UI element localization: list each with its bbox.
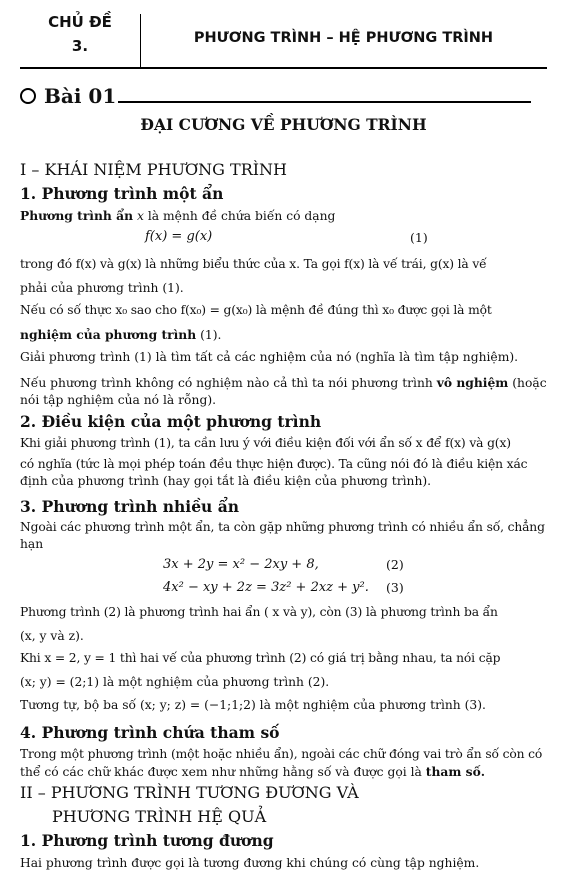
paragraph-condition-line3: định của phương trình (hay gọi tắt là điều kiện của phương trình). xyxy=(20,474,432,488)
lesson-label xyxy=(20,84,116,108)
section-2-subsection-1-heading: 1. Phương trình tương đương xyxy=(20,831,274,850)
lesson-title: ĐẠI CƯƠNG VỀ PHƯƠNG TRÌNH xyxy=(140,115,427,134)
definition-line xyxy=(20,207,335,225)
no-solution-post: (hoặc xyxy=(512,376,547,390)
equation-3: 4x² − xy + 2z = 3z² + 2xz + y². xyxy=(163,580,369,595)
circle-bullet-icon xyxy=(20,88,36,104)
section-1-heading: I – KHÁI NIỆM PHƯƠNG TRÌNH xyxy=(20,160,288,179)
paragraph-parameter-line1: Trong một phương trình (một hoặc nhiều ẩn), ngoài các chữ đóng vai trò ẩn số còn có xyxy=(20,747,543,761)
topic-title: PHƯƠNG TRÌNH – HỆ PHƯƠNG TRÌNH xyxy=(193,30,494,46)
equation-1-number: (1) xyxy=(410,230,428,245)
solution-end: (1). xyxy=(200,328,222,342)
paragraph-vars xyxy=(20,604,547,645)
subsection-1-heading: 1. Phương trình một ẩn xyxy=(20,184,224,203)
no-solution-term: vô nghiệm xyxy=(436,375,509,390)
section-2-heading-line2: PHƯƠNG TRÌNH HỆ QUẢ xyxy=(52,807,267,826)
paragraph-lhs-rhs xyxy=(20,256,547,297)
paragraph-pair-line2: (x; y) = (2;1) là một nghiệm của phương trình (2). xyxy=(20,675,330,689)
paragraph-no-solution-line1 xyxy=(20,374,547,392)
paragraph-no-solution-line2: nói tập nghiệm của nó là rỗng). xyxy=(20,393,217,407)
paragraph-vars-line1: Phương trình (2) là phương trình hai ẩn ( x và y), còn (3) là phương trình ba ẩn xyxy=(20,605,498,619)
paragraph-pair xyxy=(20,650,547,691)
paragraph-condition-line2: có nghĩa (tức là mọi phép toán đều thực hiện được). Ta cũng nói đó là điều kiện xác xyxy=(20,457,528,471)
equation-1: f(x) = g(x) xyxy=(145,229,213,244)
subsection-3-heading: 3. Phương trình nhiều ẩn xyxy=(20,497,240,516)
lesson-rule xyxy=(118,101,531,103)
paragraph-multivar-line2: hạn xyxy=(20,537,44,551)
paragraph-lhs-rhs-line2: phải của phương trình (1). xyxy=(20,281,184,295)
paragraph-vars-line2: (x, y và z). xyxy=(20,629,84,643)
parameter-pre: thể có các chữ khác được xem như những hằng số và được gọi là xyxy=(20,765,422,779)
section-2-heading-line1: II – PHƯƠNG TRÌNH TƯƠNG ĐƯƠNG VÀ xyxy=(20,783,359,802)
definition-rest: là mệnh đề chứa biến có dạng xyxy=(147,209,336,223)
solution-term: nghiệm của phương trình xyxy=(20,327,197,342)
no-solution-pre: Nếu phương trình không có nghiệm nào cả thì ta nói phương trình xyxy=(20,376,433,390)
paragraph-solution-line2 xyxy=(20,326,547,344)
paragraph-solution-line1: Nếu có số thực x₀ sao cho f(x₀) = g(x₀) là mệnh đề đúng thì x₀ được gọi là một xyxy=(20,303,492,317)
paragraph-lhs-rhs-line1: trong đó f(x) và g(x) là những biểu thức của x. Ta gọi f(x) là vế trái, g(x) là vế xyxy=(20,257,487,271)
paragraph-multivar-line1: Ngoài các phương trình một ẩn, ta còn gặp những phương trình có nhiều ẩn số, chẳng xyxy=(20,520,545,534)
equation-2: 3x + 2y = x² − 2xy + 8, xyxy=(163,557,319,572)
lesson-label-text: Bài 01 xyxy=(44,84,117,108)
paragraph-parameter-line2 xyxy=(20,763,547,781)
paragraph-condition xyxy=(20,435,547,490)
paragraph-triple: Tương tự, bộ ba số (x; y; z) = (−1;1;2) là một nghiệm của phương trình (3). xyxy=(20,698,486,712)
paragraph-solve: Giải phương trình (1) là tìm tất cả các nghiệm của nó (nghĩa là tìm tập nghiệm). xyxy=(20,350,519,364)
paragraph-condition-line1: Khi giải phương trình (1), ta cần lưu ý với điều kiện đối với ẩn số x để f(x) và g(x) xyxy=(20,436,511,450)
paragraph-no-solution xyxy=(20,374,547,409)
paragraph-multivar xyxy=(20,519,547,553)
equation-2-number: (2) xyxy=(386,557,404,572)
topic-label-line2: 3. xyxy=(71,37,89,55)
definition-term: Phương trình ẩn xyxy=(20,208,134,223)
var-x: x xyxy=(136,209,144,223)
paragraph-pair-line1: Khi x = 2, y = 1 thì hai vế của phương trình (2) có giá trị bằng nhau, ta nói cặp xyxy=(20,651,501,665)
header-rule xyxy=(20,67,547,69)
parameter-term: tham số. xyxy=(425,764,486,779)
subsection-2-heading: 2. Điều kiện của một phương trình xyxy=(20,412,322,431)
subsection-4-heading: 4. Phương trình chứa tham số xyxy=(20,723,280,742)
paragraph-parameter xyxy=(20,746,547,781)
topic-label-line1: CHỦ ĐỀ xyxy=(48,13,112,31)
equation-3-number: (3) xyxy=(386,580,404,595)
topic-label xyxy=(20,10,140,58)
paragraph-equivalent: Hai phương trình được gọi là tương đương khi chúng có cùng tập nghiệm. xyxy=(20,856,480,870)
paragraph-solution xyxy=(20,302,547,344)
